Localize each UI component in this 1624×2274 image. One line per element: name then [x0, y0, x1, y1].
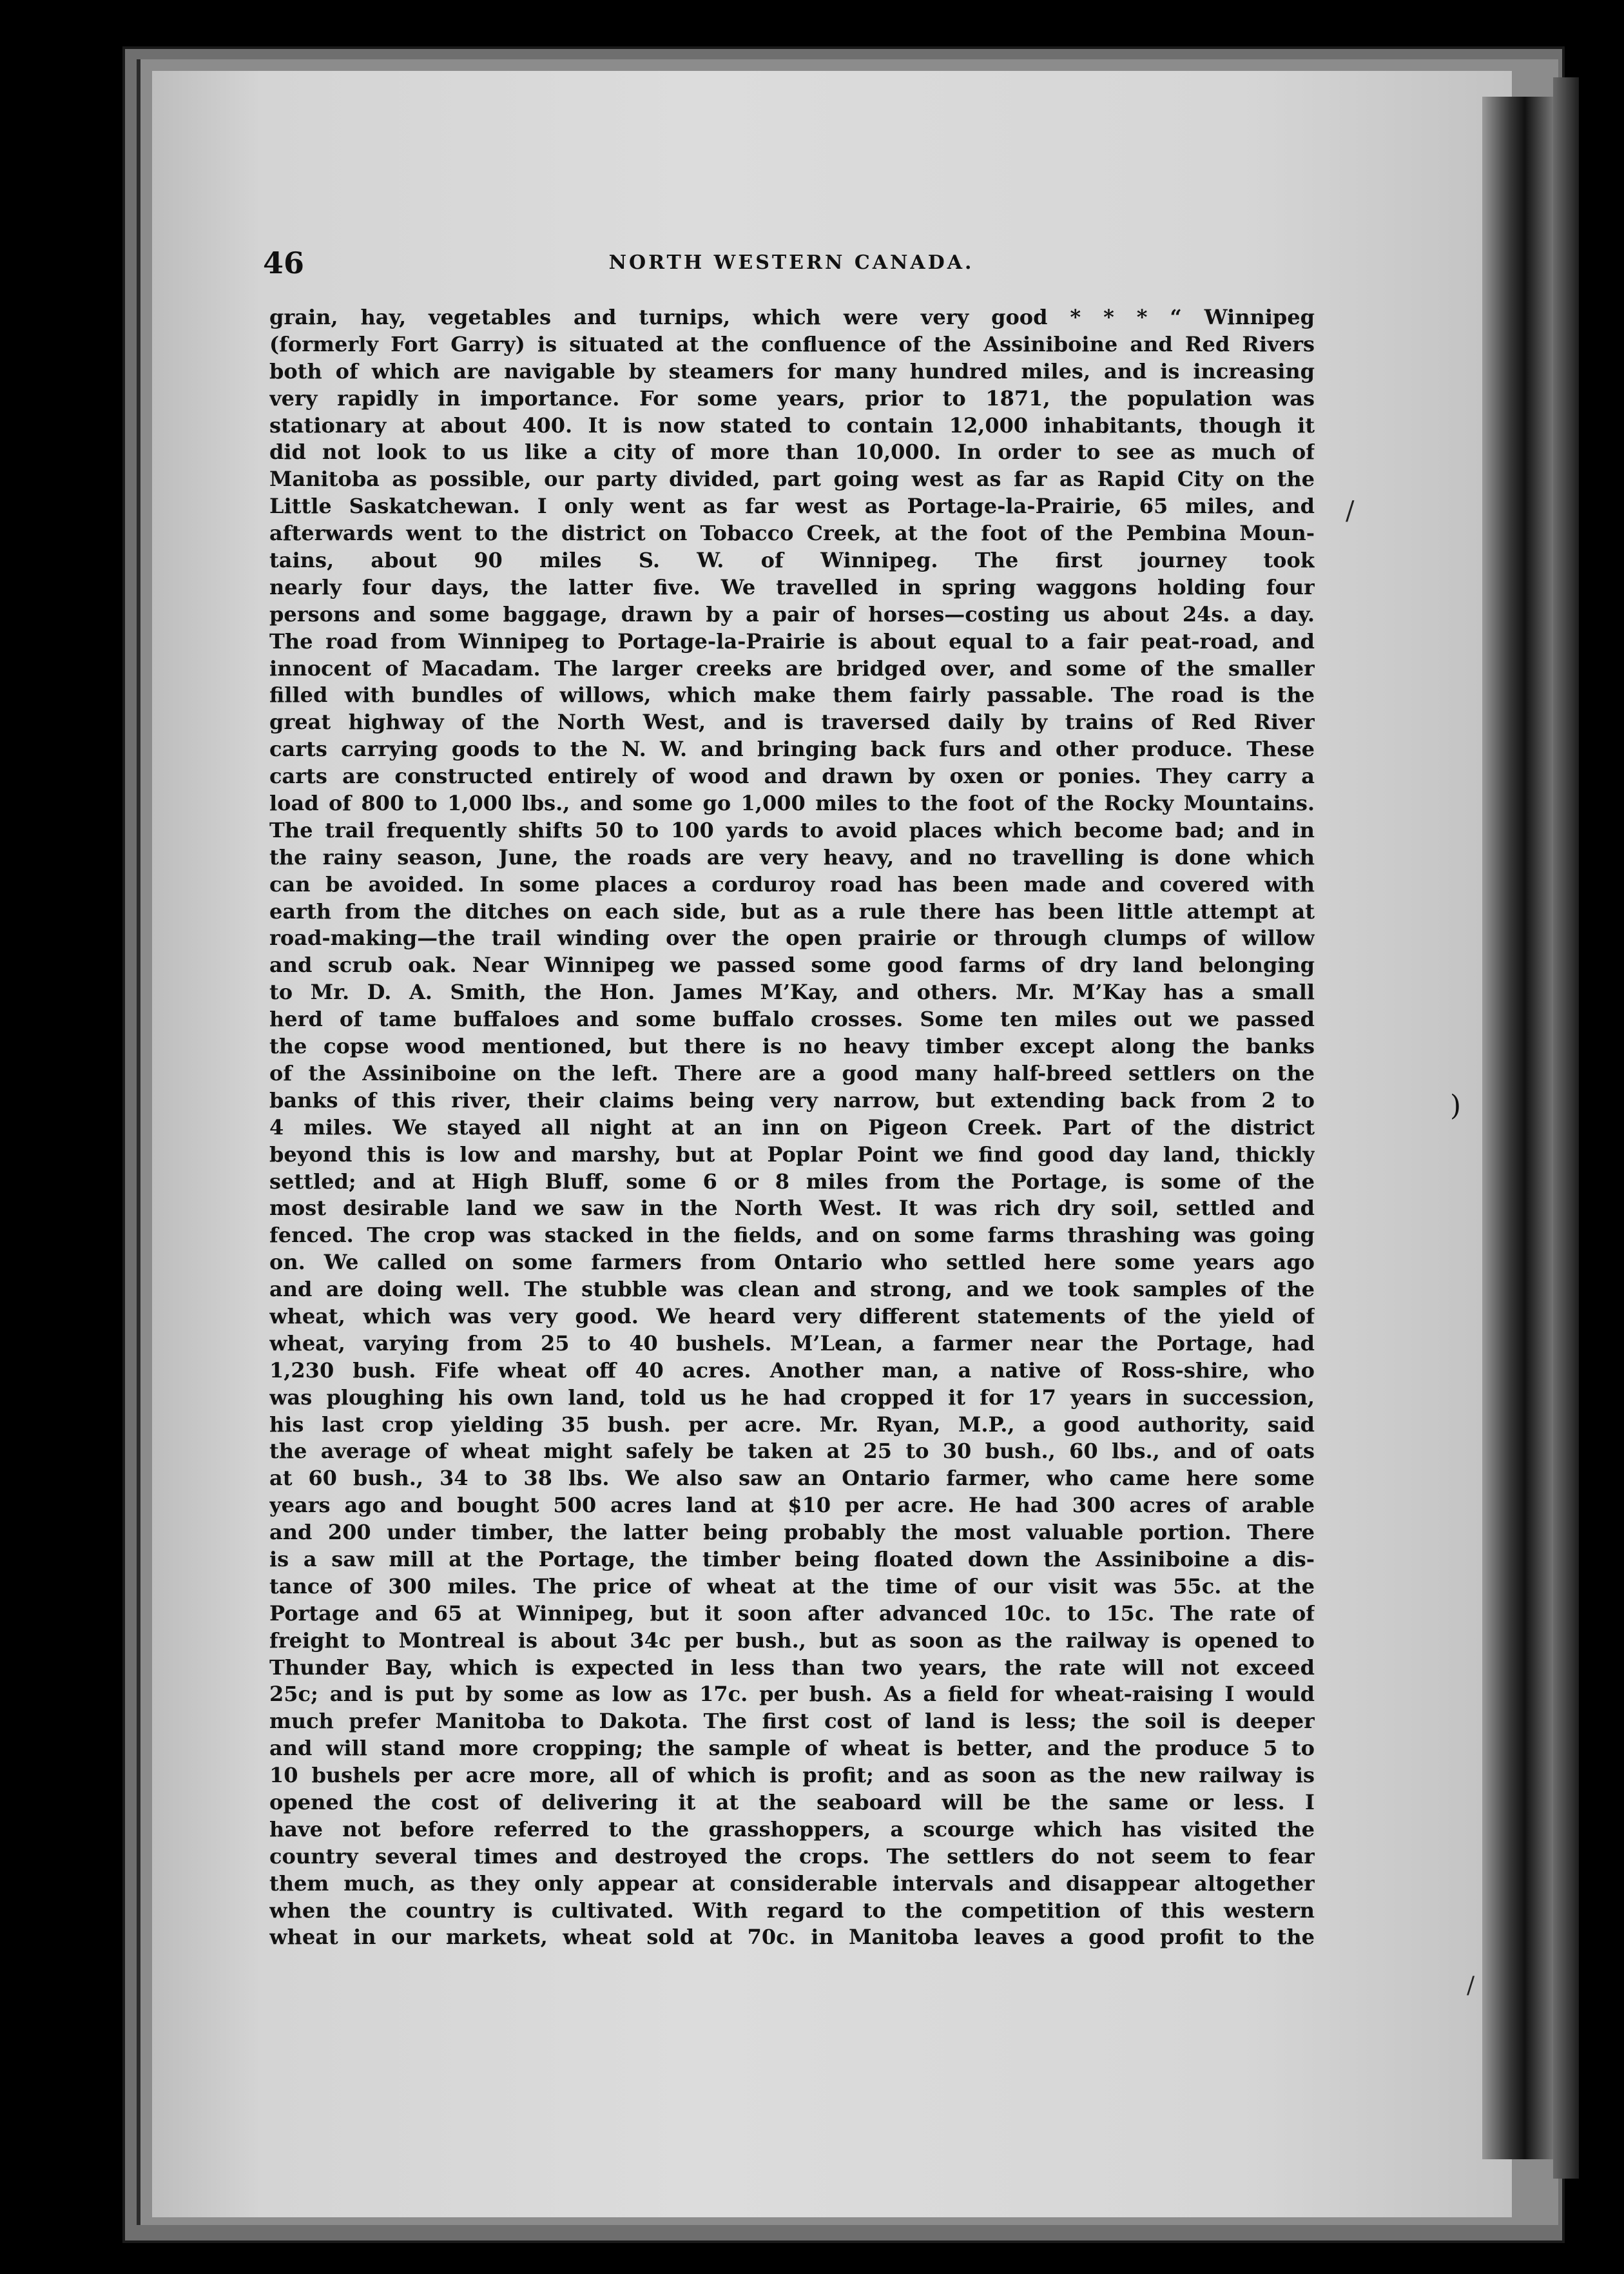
text-line: freight to Montreal is about 34c per bush., but as soon as the railway is opened to: [269, 1628, 1315, 1653]
text-line: load of 800 to 1,000 lbs., and some go 1,000 miles to the foot of the Rocky Mountains.: [269, 791, 1315, 816]
text-line: wheat, varying from 25 to 40 bushels. M’Lean, a farmer near the Portage, had: [269, 1330, 1315, 1356]
text-line: persons and some baggage, drawn by a pair of horses—costing us about 24s. a day.: [269, 601, 1315, 627]
binding-gutter: [1482, 97, 1560, 2159]
text-line: Thunder Bay, which is expected in less than two years, the rate will not exceed: [269, 1655, 1315, 1680]
text-line: filled with bundles of willows, which make them fairly passable. The road is the: [269, 683, 1315, 708]
text-line: 1,230 bush. Fife wheat off 40 acres. Another man, a native of Ross-shire, who: [269, 1357, 1315, 1383]
text-line: can be avoided. In some places a corduroy road has been made and covered with: [269, 871, 1315, 897]
text-line: 25c; and is put by some as low as 17c. per bush. As a field for wheat-raising I would: [269, 1682, 1315, 1707]
text-line: nearly four days, the latter five. We travelled in spring waggons holding four: [269, 574, 1315, 599]
page-number: 46: [263, 246, 305, 280]
text-line: and are doing well. The stubble was clean and strong, and we took samples of the: [269, 1277, 1315, 1302]
text-line: of the Assiniboine on the left. There are a good many half-breed settlers on the: [269, 1060, 1315, 1085]
text-line: carts are constructed entirely of wood and drawn by oxen or ponies. They carry a: [269, 764, 1315, 789]
text-line: Portage and 65 at Winnipeg, but it soon after advanced 10c. to 15c. The rate of: [269, 1600, 1315, 1626]
text-line: much prefer Manitoba to Dakota. The first cost of land is less; the soil is deeper: [269, 1709, 1315, 1734]
text-line: The road from Winnipeg to Portage-la-Prairie is about equal to a fair peat-road, and: [269, 628, 1315, 654]
text-line: grain, hay, vegetables and turnips, which were very good * * * “ Winnipeg: [269, 305, 1315, 329]
text-line: most desirable land we saw in the North West. It was rich dry soil, settled and: [269, 1196, 1315, 1221]
text-line: tains, about 90 miles S. W. of Winnipeg. The first journey took: [269, 548, 1315, 573]
page-header: [263, 244, 1320, 282]
text-line: 10 bushels per acre more, all of which is profit; and as soon as the new railway is: [269, 1763, 1315, 1788]
body-text: [269, 304, 1315, 1951]
text-line: herd of tame buffaloes and some buffalo crosses. Some ten miles out we passed: [269, 1007, 1315, 1032]
text-line: the copse wood mentioned, but there is no heavy timber except along the banks: [269, 1034, 1315, 1059]
text-line: Manitoba as possible, our party divided, part going west as far as Rapid City on the: [269, 467, 1315, 492]
text-line: on. We called on some farmers from Ontario who settled here some years ago: [269, 1250, 1315, 1275]
text-line: was ploughing his own land, told us he had cropped it for 17 years in succession,: [269, 1385, 1315, 1410]
text-line: great highway of the North West, and is traversed daily by trains of Red River: [269, 710, 1315, 735]
text-line: have not before referred to the grasshoppers, a scourge which has visited the: [269, 1816, 1315, 1842]
text-line: very rapidly in importance. For some years, prior to 1871, the population was: [269, 385, 1315, 411]
text-line: carts carrying goods to the N. W. and bringing back furs and other produce. These: [269, 737, 1315, 762]
text-line: earth from the ditches on each side, but as a rule there has been little attempt at: [269, 899, 1315, 924]
text-line: and 200 under timber, the latter being probably the most valuable portion. There: [269, 1520, 1315, 1545]
text-line: stationary at about 400. It is now stated to contain 12,000 inhabitants, though it: [269, 413, 1315, 438]
margin-mark: /: [1346, 496, 1355, 526]
text-line: and will stand more cropping; the sample of wheat is better, and the produce 5 to: [269, 1736, 1315, 1761]
text-line: them much, as they only appear at considerable intervals and disappear altogether: [269, 1871, 1315, 1896]
text-line: the average of wheat might safely be taken at 25 to 30 bush., 60 lbs., and of oats: [269, 1439, 1315, 1464]
text-line: years ago and bought 500 acres land at $10 per acre. He had 300 acres of arable: [269, 1493, 1315, 1518]
text-line: country several times and destroyed the crops. The settlers do not seem to fear: [269, 1843, 1315, 1869]
text-line: the rainy season, June, the roads are very heavy, and no travelling is done which: [269, 844, 1315, 870]
margin-mark: ): [1450, 1089, 1462, 1122]
text-line: when the country is cultivated. With regard to the competition of this western: [269, 1898, 1315, 1923]
text-line: road-making—the trail winding over the open prairie or through clumps of willow: [269, 926, 1315, 951]
text-line: wheat in our markets, wheat sold at 70c. in Manitoba leaves a good profit to the: [269, 1925, 1315, 1950]
text-line: (formerly Fort Garry) is situated at the confluence of the Assiniboine and Red Rivers: [269, 331, 1315, 356]
margin-mark: /: [1467, 1972, 1475, 1999]
text-line: his last crop yielding 35 bush. per acre. Mr. Ryan, M.P., a good authority, said: [269, 1412, 1315, 1437]
binding-edge: [1553, 77, 1579, 2179]
text-line: did not look to us like a city of more than 10,000. In order to see as much of: [269, 440, 1315, 465]
text-line: wheat, which was very good. We heard very different statements of the yield of: [269, 1303, 1315, 1328]
text-line: tance of 300 miles. The price of wheat at the time of our visit was 55c. at the: [269, 1573, 1315, 1599]
text-line: beyond this is low and marshy, but at Poplar Point we find good day land, thickly: [269, 1142, 1315, 1167]
text-line: 4 miles. We stayed all night at an inn on Pigeon Creek. Part of the district: [269, 1114, 1315, 1140]
text-line: fenced. The crop was stacked in the fields, and on some farms thrashing was going: [269, 1223, 1315, 1248]
text-line: and scrub oak. Near Winnipeg we passed some good farms of dry land belonging: [269, 953, 1315, 978]
text-line: at 60 bush., 34 to 38 lbs. We also saw an Ontario farmer, who came here some: [269, 1466, 1315, 1491]
text-line: Little Saskatchewan. I only went as far west as Portage-la-Prairie, 65 miles, and: [269, 494, 1315, 519]
text-line: afterwards went to the district on Tobacco Creek, at the foot of the Pembina Moun-: [269, 521, 1315, 546]
text-line: innocent of Macadam. The larger creeks are bridged over, and some of the smaller: [269, 656, 1315, 681]
text-line: opened the cost of delivering it at the seaboard will be the same or less. I: [269, 1789, 1315, 1814]
text-line: is a saw mill at the Portage, the timber being floated down the Assiniboine a dis-: [269, 1546, 1315, 1571]
text-line: banks of this river, their claims being very narrow, but extending back from 2 to: [269, 1087, 1315, 1113]
text-line: The trail frequently shifts 50 to 100 yards to avoid places which become bad; and in: [269, 817, 1315, 842]
text-line: both of which are navigable by steamers for many hundred miles, and is increasing: [269, 358, 1315, 384]
text-line: settled; and at High Bluff, some 6 or 8 miles from the Portage, is some of the: [269, 1169, 1315, 1194]
running-head: NORTH WESTERN CANADA.: [608, 251, 974, 274]
text-line: to Mr. D. A. Smith, the Hon. James M’Kay, and others. Mr. M’Kay has a small: [269, 980, 1315, 1005]
